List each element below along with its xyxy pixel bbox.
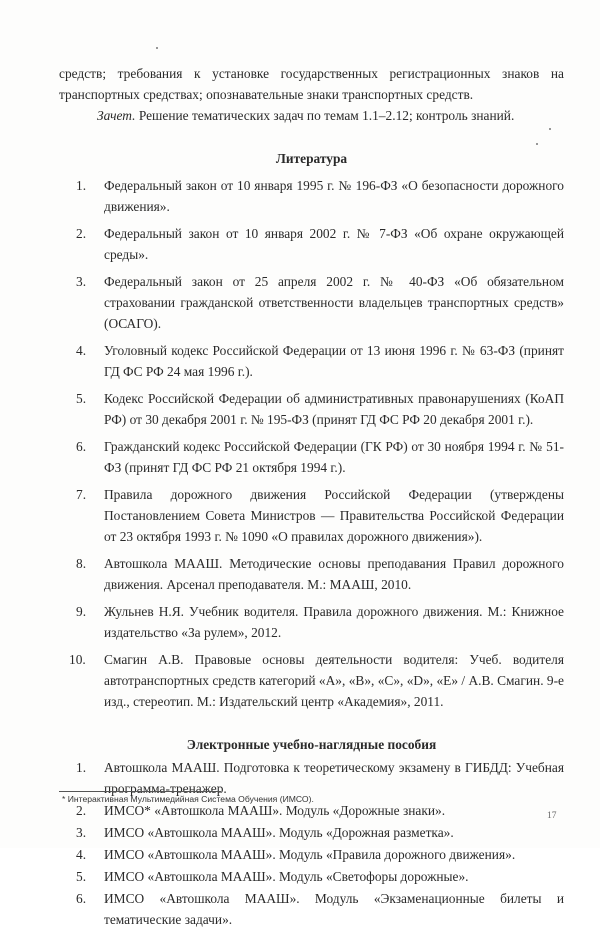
credit-label: Зачет. [97,108,136,123]
electronic-item [59,844,564,865]
item-number: 9. [76,604,87,619]
literature-item [59,175,564,217]
item-number: 6. [76,891,87,906]
page-number: 17 [547,811,557,821]
item-text: ИМСО «Автошкола МААШ». Модуль «Дорожная разметка». [104,825,454,840]
literature-list [59,175,564,712]
item-text: Автошкола МААШ. Подготовка к теоретическому экзамену в ГИБДД: Учебная программа-тренажер. [104,760,564,796]
electronic-item [59,822,564,843]
electronic-aids-heading: Электронные учебно-наглядные пособия [186,737,437,752]
item-number: 3. [76,825,87,840]
credit-text: Решение тематических задач по темам 1.1–2.12; контроль знаний. [135,108,515,123]
item-number: 8. [76,556,87,571]
intro-paragraph: средств; требования к установке государственных регистрационных знаков на транспортных средствах; опознавательные знаки транспортных средств. [59,66,564,102]
literature-item [59,649,564,712]
literature-item [59,223,564,265]
item-text: Автошкола МААШ. Методические основы преподавания Правил дорожного движения. Арсенал преподавателя. М.: МААШ, 2010. [104,556,564,592]
item-number: 10. [69,652,86,667]
item-text: ИМСО* «Автошкола МААШ». Модуль «Дорожные знаки». [104,803,446,818]
item-text: Федеральный закон от 25 апреля 2002 г. № 40-ФЗ «Об обязательном страховании гражданской ответственности владельцев транспортных средств» (ОСАГО). [104,274,564,331]
item-text: ИМСО «Автошкола МААШ». Модуль «Светофоры дорожные». [104,869,469,884]
item-number: 7. [76,487,87,502]
literature-item [59,271,564,334]
literature-item [59,601,564,643]
item-number: 1. [76,760,87,775]
electronic-aids-list [59,757,564,930]
literature-item [59,340,564,382]
scan-speck [536,143,538,145]
item-number: 4. [76,847,87,862]
item-number: 5. [76,869,87,884]
literature-item [59,553,564,595]
scan-speck [549,128,551,130]
credit-paragraph [59,105,564,126]
item-number: 5. [76,391,87,406]
electronic-item [59,866,564,887]
item-number: 2. [76,226,87,241]
item-number: 2. [76,803,87,818]
footnote: * Интерактивная Мультимедийная Система Обучения (ИМСО). [62,794,314,804]
scan-speck [156,47,158,49]
item-text: Гражданский кодекс Российской Федерации (ГК РФ) от 30 ноября 1994 г. № 51-ФЗ (принят ГД ФС РФ 21 октября 1994 г.). [104,439,564,475]
item-number: 4. [76,343,87,358]
item-text: Жульнев Н.Я. Учебник водителя. Правила дорожного движения. М.: Книжное издательство «За рулем», 2012. [104,604,564,640]
literature-item [59,484,564,547]
electronic-item [59,888,564,930]
item-text: ИМСО «Автошкола МААШ». Модуль «Экзаменационные билеты и тематические задачи». [104,891,564,927]
item-text: Кодекс Российской Федерации об административных правонарушениях (КоАП РФ) от 30 декабря 2001 г. № 195-ФЗ (принят ГД ФС РФ 20 декабря 2001 г.). [104,391,564,427]
item-text: ИМСО «Автошкола МААШ». Модуль «Правила дорожного движения». [104,847,516,862]
item-text: Федеральный закон от 10 января 1995 г. № 196-ФЗ «О безопасности дорожного движения». [104,178,564,214]
item-number: 1. [76,178,87,193]
footnote-divider [59,791,221,792]
electronic-item [59,757,564,799]
item-text: Правила дорожного движения Российской Федерации (утверждены Постановлением Совета Министров — Правительства Российской Федерации от 23 октября 1993 г. № 1090 «О правилах дорожного движения»). [104,487,564,544]
item-text: Уголовный кодекс Российской Федерации от 13 июня 1996 г. № 63-ФЗ (принят ГД ФС РФ 24 мая 1996 г.). [104,343,564,379]
literature-item [59,436,564,478]
literature-heading: Литература [275,151,348,166]
item-number: 6. [76,439,87,454]
item-text: Федеральный закон от 10 января 2002 г. № 7-ФЗ «Об охране окружающей среды». [104,226,564,262]
item-number: 3. [76,274,87,289]
literature-item [59,388,564,430]
item-text: Смагин А.В. Правовые основы деятельности водителя: Учеб. водителя автотранспортных средств категорий «A», «B», «C», «D», «E» / А.В. Смагин. 9-е изд., стереотип. М.: Издательский центр «Академия», 2011. [104,652,564,709]
